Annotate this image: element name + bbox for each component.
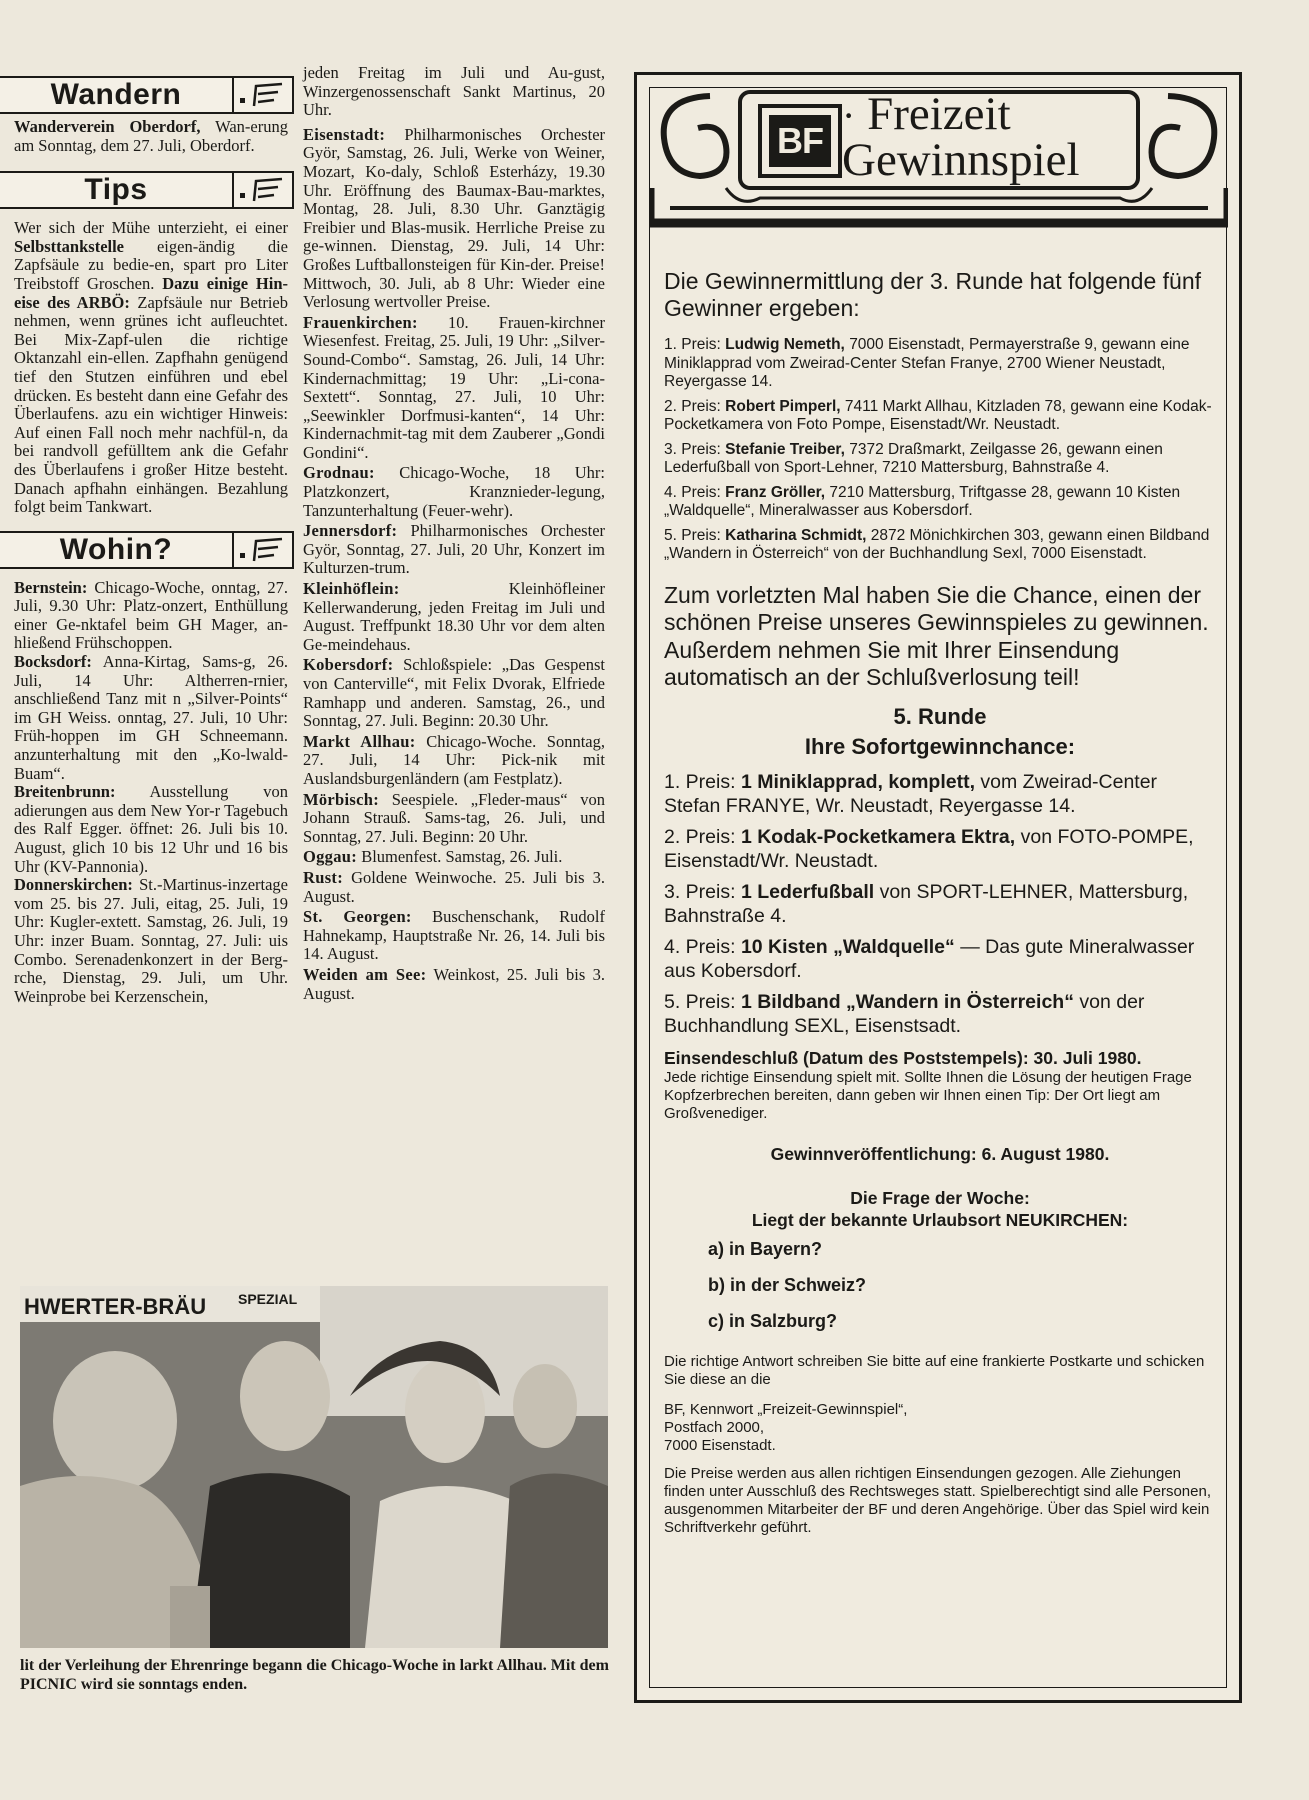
answer-option: a) in Bayern? [708, 1238, 823, 1259]
pointing-hand-icon [232, 173, 292, 207]
event-entry: Rust: Goldene Weinwoche. 25. Juli bis 3. August. [303, 867, 606, 906]
banner-title: · Freizeit Gewinnspiel [842, 88, 1080, 186]
event-entry: Markt Allhau: Chicago-Woche. Sonntag, 27. Juli, 14 Uhr: Pick-nik mit Auslandsburgenländern (am Festplatz). [303, 731, 605, 788]
tips-heading-box [0, 171, 294, 209]
wohin-heading-box [0, 531, 294, 569]
winner-item: 1. Preis: Ludwig Nemeth, 7000 Eisenstadt, Permayerstraße 9, gewann eine Miniklapprad vom Zweirad-Center Stefan Franye, 2700 Wiener Neustadt, Reyergasse 14. [664, 336, 1190, 390]
wohin-entry: Bernstein: Chicago-Woche, onntag, 27. Juli, 9.30 Uhr: Platz-onzert, Enthüllung einer Ge-nktafel beim GH Mager, an-hließend Frühschoppen. [14, 577, 288, 653]
event-entry: Jennersdorf: Philharmonisches Orchester Györ, Sonntag, 27. Juli, 20 Uhr, Konzert im Kulturzen-trum. [303, 521, 606, 578]
winners-list [664, 336, 1216, 564]
prize-item: 4. Preis: 10 Kisten „Waldquelle“ — Das gute Mineralwasser aus Kobersdorf. [664, 935, 1195, 982]
wandern-text: Wanderverein Oberdorf, Wan-erung am Sonntag, dem 27. Juli, Oberdorf. [14, 117, 288, 155]
prize-item: 2. Preis: 1 Kodak-Pocketkamera Ektra, von FOTO-POMPE, Eisenstadt/Wr. Neustadt. [664, 825, 1194, 872]
deadline: Einsendeschluß (Datum des Poststempels): 30. Juli 1980. [664, 1047, 1142, 1068]
sign-text-2: SPEZIAL [238, 1291, 298, 1307]
chance-text: Zum vorletzten Mal haben Sie die Chance, einen der schönen Preise unseres Gewinnspieles zu gewinnen. Außerdem nehmen Sie mit Ihrer Einsendung automatisch an der Schlußverlosung teil! [664, 581, 1209, 690]
gewinnspiel-panel [634, 72, 1242, 1703]
title-line-1: Freizeit [867, 88, 1011, 140]
winner-item: 3. Preis: Stefanie Treiber, 7372 Draßmarkt, Zeilgasse 26, gewann einen Lederfußball von Sport-Lehner, 7210 Mattersburg, Bahnstraße 4. [664, 440, 1163, 476]
prizes-list [664, 770, 1216, 1038]
winner-item: 2. Preis: Robert Pimperl, 7411 Markt Allhau, Kitzladen 78, gewann eine Kodak-Pocketkamera von Foto Pompe, Eisenstadt/Wr. Neustadt. [664, 397, 1212, 433]
gewinnspiel-banner [650, 88, 1228, 233]
winners-intro: Die Gewinnermittlung der 3. Runde hat folgende fünf Gewinner ergeben: [664, 268, 1201, 321]
photo-caption: lit der Verleihung der Ehrenringe begann die Chicago-Woche in larkt Allhau. Mit dem PICNIC wird sie sonntags enden. [20, 1657, 609, 1693]
photo-illustration [20, 1286, 608, 1648]
event-photo [20, 1286, 608, 1648]
question-title: Die Frage der Woche: [850, 1187, 1030, 1208]
left-column [0, 76, 294, 1006]
instructions: Die richtige Antwort schreiben Sie bitte auf eine frankierte Postkarte und schicken Sie diese an die [664, 1352, 1205, 1388]
prize-item: 1. Preis: 1 Miniklapprad, komplett, vom Zweirad-Center Stefan FRANYE, Wr. Neustadt, Reyergasse 14. [664, 770, 1158, 817]
event-entry: Kobersdorf: Schloßspiele: „Das Gespenst von Canterville“, mit Felix Dvorak, Elfriede Ramhapp und anderen. Samstag, 26., und Sonntag, 27. Juli. Beginn: 20.30 Uhr. [303, 655, 605, 731]
answers-list [708, 1239, 1216, 1347]
title-line-2: Gewinnspiel [842, 134, 1080, 186]
event-entry: Weiden am See: Weinkost, 25. Juli bis 3. August. [303, 964, 606, 1003]
publication-date: Gewinnveröffentlichung: 6. August 1980. [770, 1143, 1110, 1164]
pointing-hand-icon [232, 78, 292, 112]
address: BF, Kennwort „Freizeit-Gewinnspiel“, Postfach 2000, 7000 Eisenstadt. [664, 1400, 908, 1454]
wohin-heading: Wohin? [59, 532, 173, 566]
wohin-entry: Bocksdorf: Anna-Kirtag, Sams-g, 26. Juli, 14 Uhr: Altherren-rnier, anschließend Tanz mit n „Silver-Points“ im GH Weiss. onntag, 27. Juli, 10 Uhr: Früh-hoppen im GH Schneemann. anzunterhaltung mit den „Ko-lwald-Buam“. [14, 652, 289, 783]
answer-option: b) in der Schweiz? [708, 1274, 867, 1295]
winner-item: 5. Preis: Katharina Schmidt, 2872 Mönichkirchen 303, gewann einen Bildband „Wandern in Österreich“ von der Buchhandlung Sexl, 7000 Eisenstadt. [664, 526, 1210, 562]
event-entry: Frauenkirchen: 10. Frauen-kirchner Wiesenfest. Freitag, 25. Juli, 19 Uhr: „Silver-Sound-Combo“. Samstag, 26. Juli, 14 Uhr: Kindernachmittag; 19 Uhr: „Li-cona-Sextett“. Sonntag, 27. Juli, 10 Uhr: „Seewinkler Dorfmusi-kanten“, 14 Uhr: Kindernachmit-tag mit dem Zauberer „Gondi Gondini“. [303, 312, 605, 462]
winner-item: 4. Preis: Franz Gröller, 7210 Mattersburg, Triftgasse 28, gewann 10 Kisten „Waldquelle“, Mineralwasser aus Kobersdorf. [664, 483, 1181, 519]
deadline-note: Jede richtige Einsendung spielt mit. Sollte Ihnen die Lösung der heutigen Frage Kopfzerbrechen bereiten, dann geben wir Ihnen einen Tip: Der Ort liegt am Großvenediger. [664, 1068, 1192, 1122]
panel-inner-border [649, 87, 1227, 1688]
round-subtitle: Ihre Sofortgewinnchance: [804, 733, 1076, 759]
event-entry: Oggau: Blumenfest. Samstag, 26. Juli. [303, 847, 563, 867]
wohin-entry: Donnerskirchen: St.-Martinus-inzertage vom 25. bis 27. Juli, eitag, 25. Juli, 19 Uhr: Kugler-extett. Samstag, 26. Juli, 19 Uhr: inzer Buam. Sonntag, 27. Juli: uis Combo. Serenadenkonzert in der Berg-rche, Dienstag, 29. Juli, um Uhr. Weinprobe bei Kerzenschein, [14, 875, 288, 1006]
event-entry: St. Georgen: Buschenschank, Rudolf Hahnekamp, Hauptstraße Nr. 26, 14. Juli bis 14. August. [303, 907, 606, 964]
answer-option: c) in Salzburg? [708, 1310, 838, 1331]
wohin-entry: Breitenbrunn: Ausstellung von adierungen aus dem New Yor-r Tagebuch des Ralf Egger. öffnet: 26. Juli bis 10. August, glich 10 bis 12 Uhr und 16 bis Uhr (KV-Pannonia). [14, 782, 288, 876]
wandern-heading-box [0, 76, 294, 114]
prize-item: 3. Preis: 1 Lederfußball von SPORT-LEHNER, Mattersburg, Bahnstraße 4. [664, 880, 1189, 927]
panel-body [664, 268, 1216, 1537]
pointing-hand-icon [232, 533, 292, 567]
question-text: Liegt der bekannte Urlaubsort NEUKIRCHEN: [751, 1209, 1129, 1230]
wandern-heading: Wandern [50, 78, 182, 111]
bf-logo: BF [758, 104, 842, 178]
event-entry: Eisenstadt: Philharmonisches Orchester Györ, Samstag, 26. Juli, Werke von Weiner, Mozart, Ko-daly, Schloß Esterházy, 19.30 Uhr. Eröffnung des Baumax-Bau-marktes, Montag, 28. Juli, 8.30 Uhr. Ganztägig Freibier und Blas-musik. Herrliche Preise zu ge-winnen. Dienstag, 29. Juli, 14 Uhr: Großes Luftballonsteigen für Kin-der. Preise! Mittwoch, 30. Juli, ab 8 Uhr: Wieder eine Verlosung wertvoller Preise. [303, 124, 606, 312]
event-entry: Kleinhöflein: Kleinhöfleiner Kellerwanderung, jeden Freitag im Juli und August. Treffpunkt 18.30 Uhr vor dem alten Ge-meindehaus. [303, 579, 605, 654]
event-entry: Grodnau: Chicago-Woche, 18 Uhr: Platzkonzert, Kranznieder-legung, Tanzunterhaltung (Feuer-wehr). [303, 463, 605, 520]
middle-intro: jeden Freitag im Juli und Au-gust, Winzergenossenschaft Sankt Martinus, 20 Uhr. [303, 63, 605, 120]
sign-text: HWERTER-BRÄU [24, 1294, 207, 1319]
tips-text: Wer sich der Mühe unterzieht, ei einer Selbsttankstelle eigen-ändig die Zapfsäule zu bedie-en, spart pro Liter Treibstoff Groschen. Dazu einige Hin-eise des ARBÖ: Zapfsäule nur Betrieb nehmen, wenn grünes icht aufleuchtet. Bei Mix-Zapf-ulen die richtige Oktanzahl ein-ellen. Zapfhahn genügend tief den Stutzen einführen und ebel drücken. Es besteht dann eine Gefahr des Überlaufens. azu ein wichtiger Hinweis: Auf einen Fall noch mehr nachfül-n, da bei randvoll gefülltem ank die Gefahr des Überlaufens i großer Hitze besteht. Danach apfhahn einhängen. Bezahlung folgt beim Tankwart. [14, 218, 289, 517]
tips-heading: Tips [84, 173, 148, 207]
rules: Die Preise werden aus allen richtigen Einsendungen gezogen. Alle Ziehungen finden unter Ausschluß des Rechtsweges statt. Spielberechtigt sind alle Personen, ausgenommen Mitarbeiter der BF und deren Angehörige. Über das Spiel wird kein Schriftverkehr geführt. [664, 1464, 1211, 1536]
event-entry: Mörbisch: Seespiele. „Fleder-maus“ von Johann Strauß. Sams-tag, 26. Juli, und Sonntag, 27. Juli. Beginn: 20 Uhr. [303, 789, 606, 846]
middle-column [303, 64, 605, 1005]
round-title: 5. Runde [893, 703, 987, 729]
prize-item: 5. Preis: 1 Bildband „Wandern in Österreich“ von der Buchhandlung SEXL, Eisenstsadt. [664, 990, 1145, 1037]
